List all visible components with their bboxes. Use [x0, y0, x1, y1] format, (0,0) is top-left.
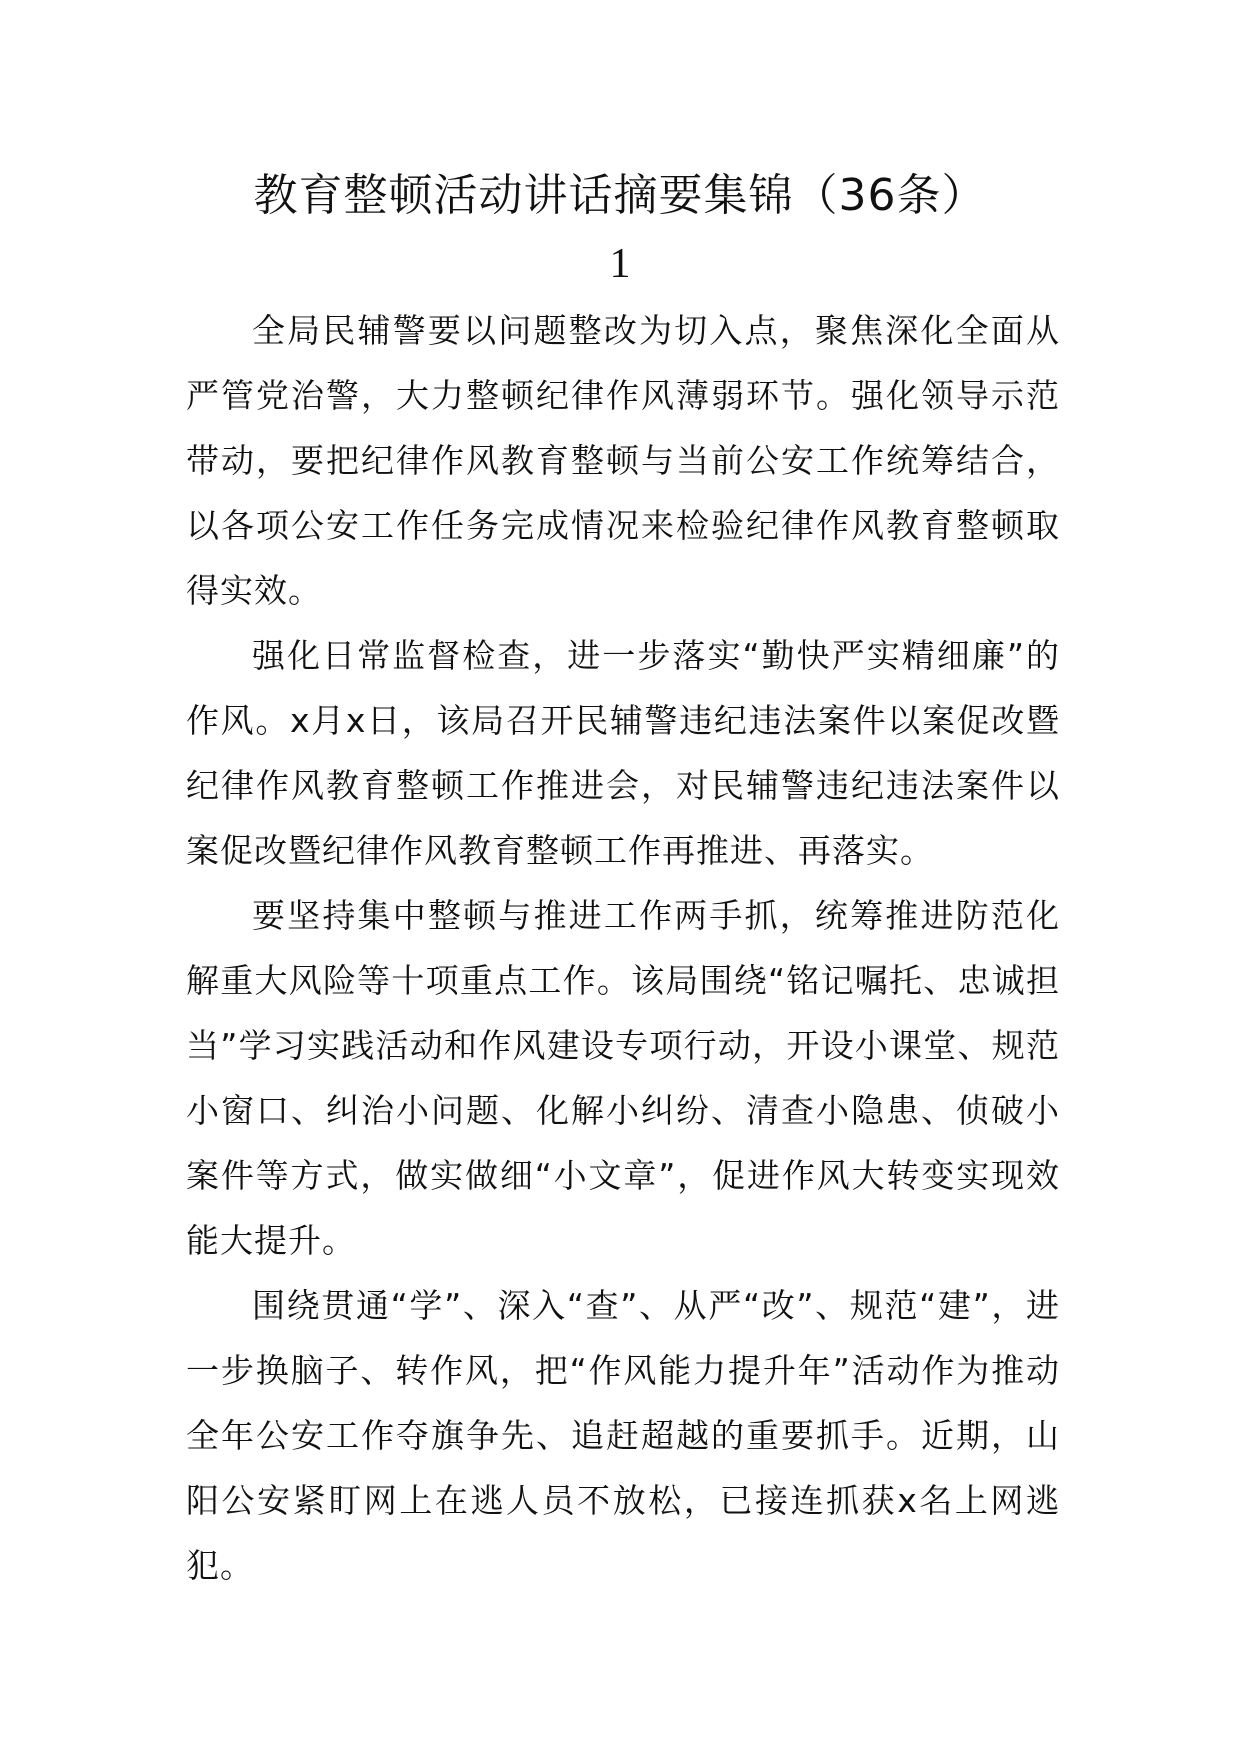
document-title: 教育整顿活动讲话摘要集锦（36条）	[253, 170, 987, 221]
paragraph-4: 围绕贯通“学”、深入“查”、从严“改”、规范“建”，进一步换脑子、转作风，把“作风能力提升年”活动作为推动全年公安工作夺旗争先、追赶超越的重要抓手。近期，山阳公安紧盯网上在逃人员不放松，已接连抓获x名上网逃犯。	[186, 1286, 1060, 1585]
paragraph-3: 要坚持集中整顿与推进工作两手抓，统筹推进防范化解重大风险等十项重点工作。该局围绕“铭记嘱托、忠诚担当”学习实践活动和作风建设专项行动，开设小课堂、规范小窗口、纠治小问题、化解小纠纷、清查小隐患、侦破小案件等方式，做实做细“小文章”，促进作风大转变实现效能大提升。	[186, 896, 1060, 1260]
section-number: 1	[609, 241, 631, 287]
document-body	[186, 298, 1060, 1598]
paragraph-2: 强化日常监督检查，进一步落实“勤快严实精细廉”的作风。x月x日，该局召开民辅警违纪违法案件以案促改暨纪律作风教育整顿工作推进会，对民辅警违纪违法案件以案促改暨纪律作风教育整顿工作再推进、再落实。	[186, 636, 1060, 870]
paragraph-1: 全局民辅警要以问题整改为切入点，聚焦深化全面从严管党治警，大力整顿纪律作风薄弱环节。强化领导示范带动，要把纪律作风教育整顿与当前公安工作统筹结合，以各项公安工作任务完成情况来检验纪律作风教育整顿取得实效。	[186, 311, 1060, 610]
